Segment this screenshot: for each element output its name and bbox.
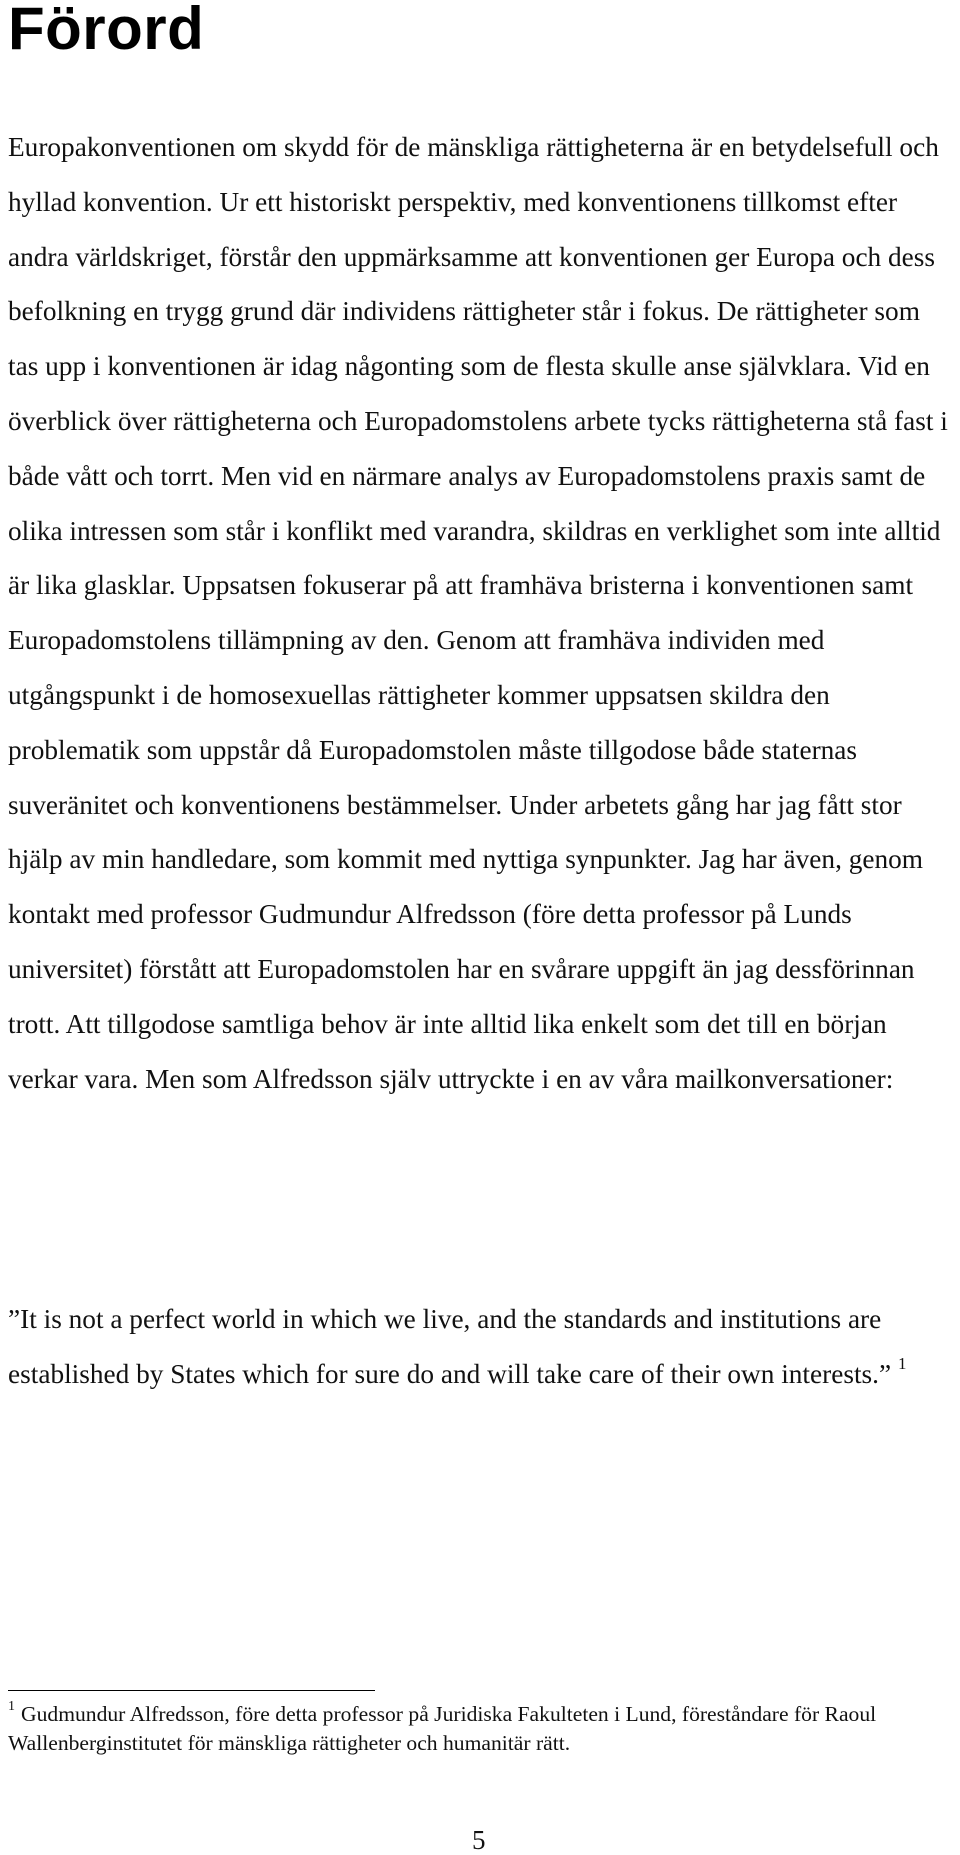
footnote-separator <box>8 1690 375 1691</box>
preface-paragraph: Europakonventionen om skydd för de mänskliga rättigheterna är en betydelsefull och hyllad konvention. Ur ett historiskt perspektiv, med konventionens tillkomst efter andra världskriget, förstår den uppmärksamme att konventionen ger Europa och dess befolkning en trygg grund där individens rättigheter står i fokus. De rättigheter som tas upp i konventionen är idag någonting som de flesta skulle anse självklara. Vid en överblick över rättigheterna och Europadomstolens arbete tycks rättigheterna stå fast i både vått och torrt. Men vid en närmare analys av Europadomstolens praxis samt de olika intressen som står i konflikt med varandra, skildras en verklighet som inte alltid är lika glasklar. Uppsatsen fokuserar på att framhäva bristerna i konventionen samt Europadomstolens tillämpning av den. Genom att framhäva individen med utgångspunkt i de homosexuellas rättigheter kommer uppsatsen skildra den problematik som uppstår då Europadomstolen måste tillgodose både staternas suveränitet och konventionens bestämmelser. Under arbetets gång har jag fått stor hjälp av min handledare, som kommit med nyttiga synpunkter. Jag har även, genom kontakt med professor Gudmundur Alfredsson (före detta professor på Lunds universitet) förstått att Europadomstolen har en svårare uppgift än jag dessförinnan trott. Att tillgodose samtliga behov är inte alltid lika enkelt som det till en början verkar vara. Men som Alfredsson själv uttryckte i en av våra mailkonversationer: <box>8 132 948 1094</box>
footnote <box>8 1700 953 1758</box>
page-number: 5 <box>472 1825 486 1855</box>
quote-block <box>8 1292 953 1401</box>
quote-text: ”It is not a perfect world in which we live, and the standards and institutions are established by States which for sure do and will take care of their own interests.” <box>8 1304 892 1389</box>
footnote-marker: 1 <box>8 1699 15 1714</box>
page-title: Förord <box>8 0 205 62</box>
footnote-text: Gudmundur Alfredsson, före detta professor på Juridiska Fakulteten i Lund, föreståndare för Raoul Wallenberginstitutet för mänskliga rättigheter och humanitär rätt. <box>8 1702 877 1755</box>
footnote-reference[interactable]: 1 <box>897 1353 907 1373</box>
